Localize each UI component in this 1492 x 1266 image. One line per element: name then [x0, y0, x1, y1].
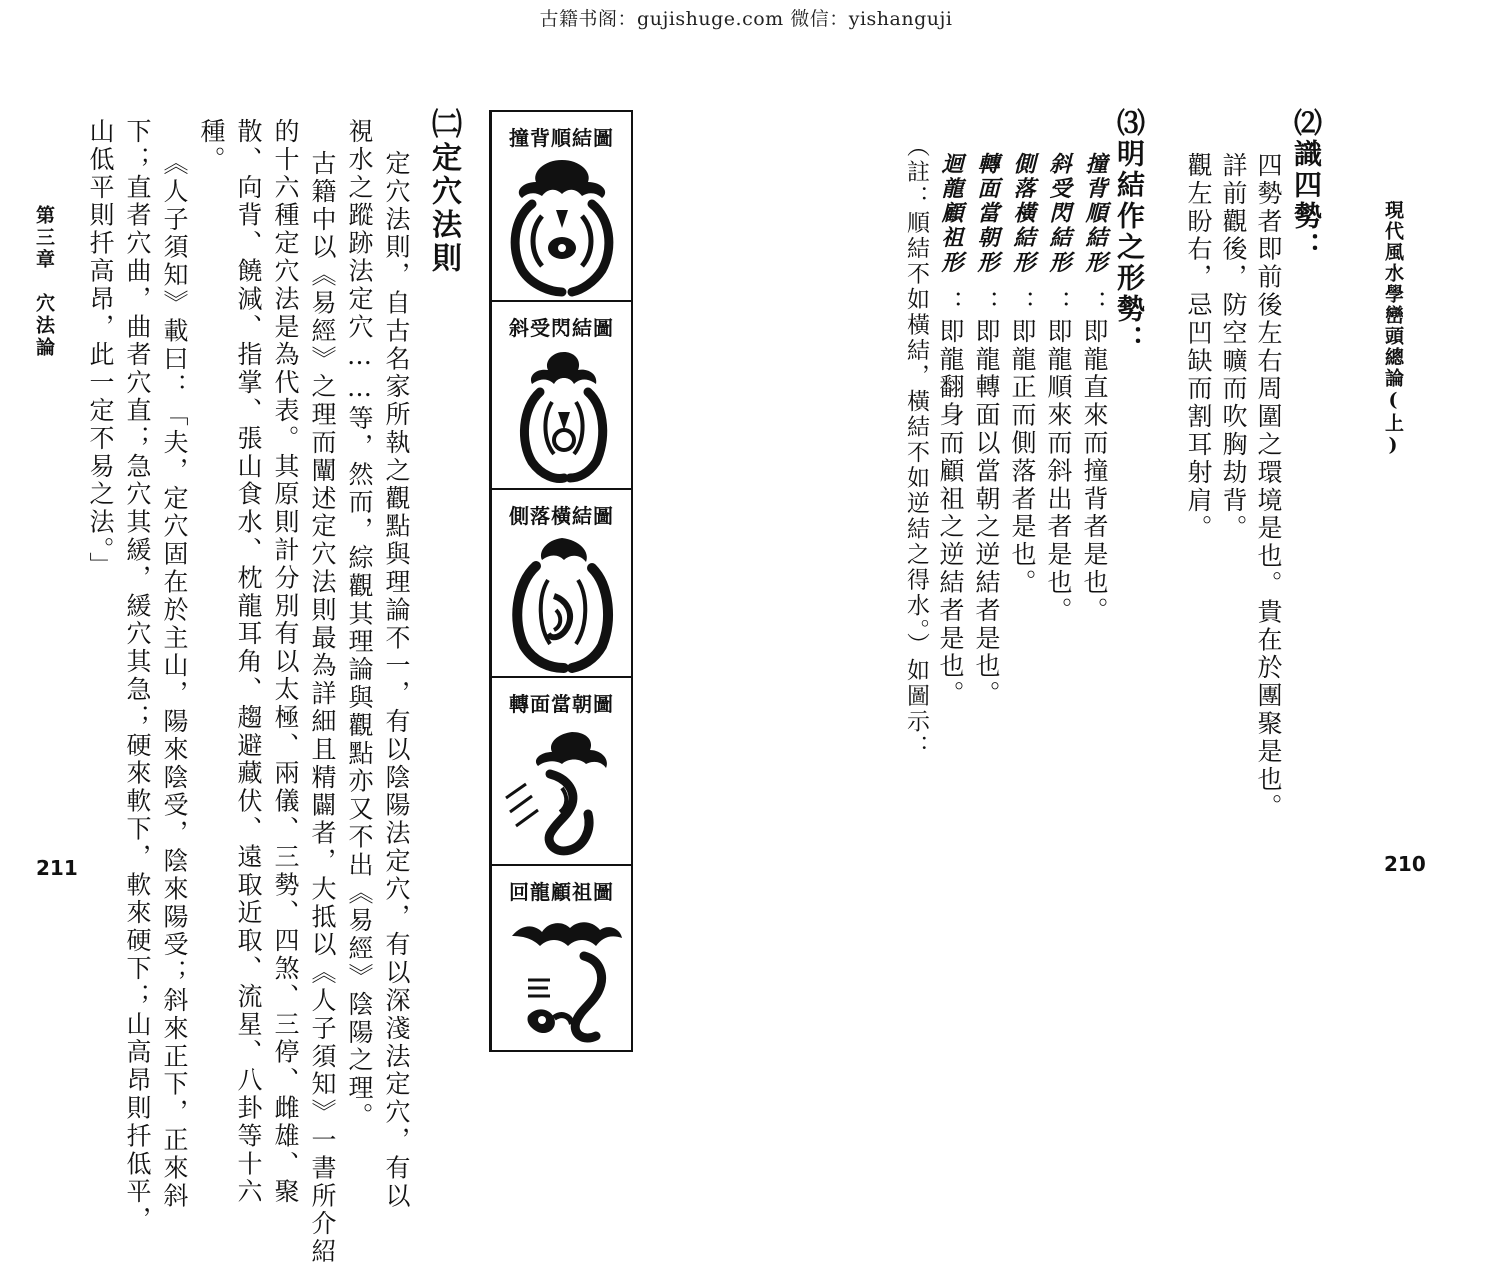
- right-page: [746, 0, 1492, 1093]
- form-desc: ：即龍直來而撞背者是也。: [1080, 290, 1109, 625]
- body-line-3: 古籍中以︽易經︾之理而闡述定穴法則最為詳細且精闢者，大抵以︽人子須知︾一書所介紹: [308, 150, 337, 1266]
- figure-panel-label: 撞背順結圖: [509, 126, 614, 150]
- body-line-2: 視水之蹤跡法定穴……等，然而，綜觀其理論與觀點亦又不出︽易經︾陰陽之理。: [345, 118, 374, 1131]
- body-line-1: 定穴法則，自古名家所執之觀點與理論不一，有以陰陽法定穴，有以深淺法定穴，有以: [382, 150, 411, 1211]
- body-line-9: 山低平則扦高昂，此一定不易之法。﹂: [86, 118, 115, 580]
- body-line-8: 下；直者穴曲，曲者穴直；急穴其緩，緩穴其急；硬來軟下，軟來硬下；山高昂則扦低平，: [123, 118, 152, 1234]
- form-term: 轉面當朝形: [974, 152, 1000, 275]
- form-desc: ：即龍正而側落者是也。: [1008, 290, 1037, 597]
- figure-panel-label: 側落橫結圖: [509, 504, 614, 528]
- section-2-line-2: 詳前觀後，防空曠而吹胸劫背。: [1219, 152, 1248, 543]
- running-title: 現代風水學巒頭總論(上): [1382, 200, 1404, 458]
- watermark: 古籍书阁：gujishuge.com 微信：yishanguji: [539, 8, 953, 30]
- figure-panel-label: 轉面當朝圖: [509, 692, 614, 716]
- section-heading: ㈡定穴法則: [426, 108, 461, 276]
- body-line-7: ︽人子須知︾載曰：﹁夫，定穴固在於主山，陽來陰受，陰來陽受；斜來正下，正來斜: [160, 150, 189, 1211]
- form-desc: ：即龍翻身而顧祖之逆結者是也。: [936, 290, 965, 709]
- section-2-line-3: 觀左盼右，忌凹缺而割耳射肩。: [1184, 152, 1213, 543]
- section-3-note: ︵註：順結不如橫結，橫結不如逆結之得水。︶如圖示：: [903, 134, 929, 760]
- body-line-5: 散、向背、饒減、指掌、張山食水、枕龍耳角、趨避藏伏、遠取近取、流星、八卦等十六: [234, 118, 263, 1207]
- figure-panel-label: 回龍顧祖圖: [509, 880, 614, 904]
- form-desc: ：即龍順來而斜出者是也。: [1044, 290, 1073, 625]
- form-term: 斜受閃結形: [1046, 152, 1072, 275]
- body-line-4: 的十六種定穴法是為代表。其原則計分別有以太極、兩儀、三勢、四煞、三停、雌雄、聚: [271, 118, 300, 1207]
- section-2-heading: ⑵識四勢：: [1290, 108, 1323, 263]
- form-term: 迴龍顧祖形: [938, 152, 964, 275]
- chapter-footer: 第三章 穴法論: [33, 205, 55, 359]
- form-term: 撞背順結形: [1082, 152, 1108, 275]
- form-desc: ：即龍轉面以當朝之逆結者是也。: [972, 290, 1001, 709]
- body-line-6: 種。: [197, 118, 226, 174]
- page-number-211: 211: [36, 856, 78, 880]
- figure-panel-label: 斜受閃結圖: [509, 316, 614, 340]
- section-3-heading: ⑶明結作之形勢：: [1113, 108, 1146, 356]
- section-2-line-1: 四勢者即前後左右周圍之環境是也。貴在於團聚是也。: [1254, 152, 1283, 822]
- page-number-210: 210: [1384, 852, 1426, 876]
- form-term: 側落橫結形: [1010, 152, 1036, 275]
